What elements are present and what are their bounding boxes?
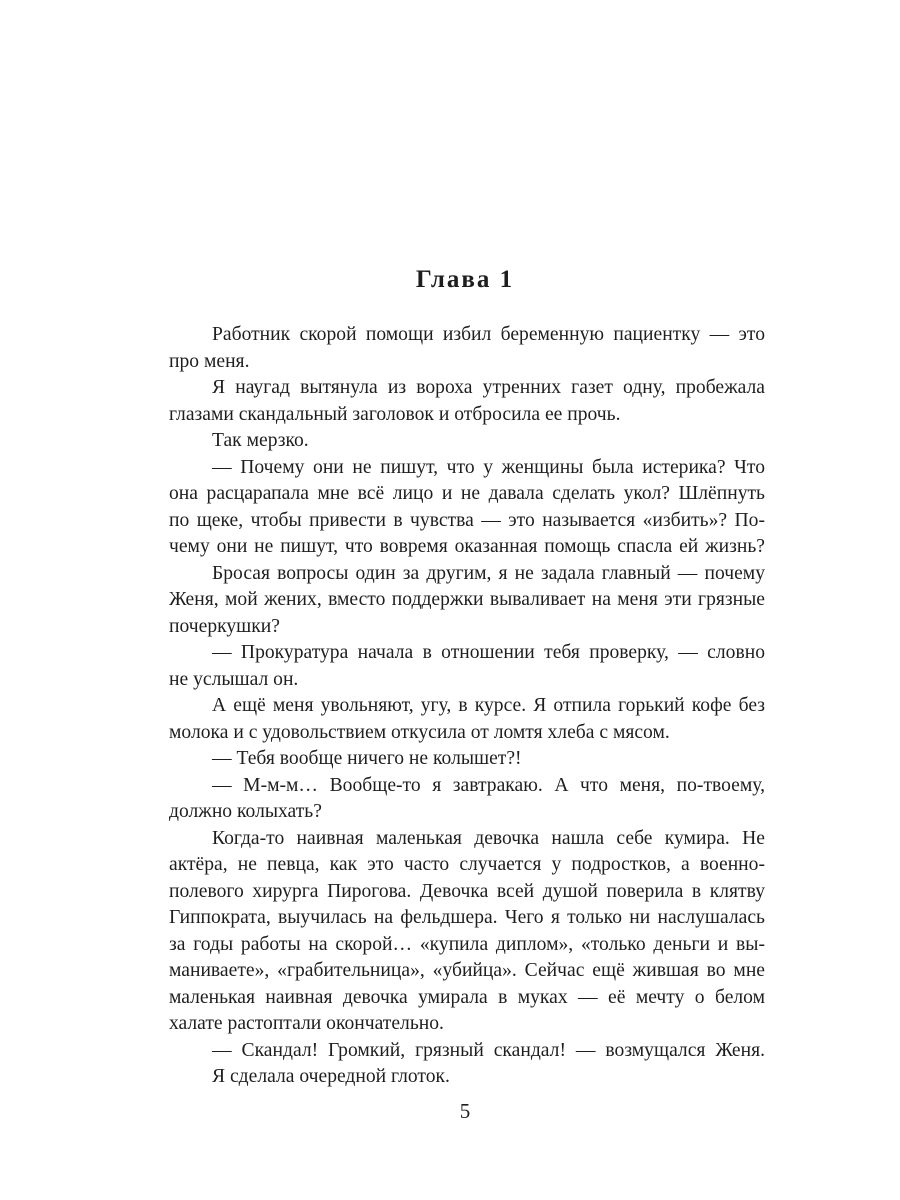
text-line: про меня. <box>169 350 250 372</box>
text-line: почеркушки? <box>169 615 280 637</box>
text-line: она расцарапала мне всё лицо и не давала сделать укол? Шлёпнуть <box>169 483 765 504</box>
page-number: 5 <box>459 1099 471 1123</box>
text-line: должно колыхать? <box>169 801 322 822</box>
text-line: Работник скорой помощи избил беременную пациентку — это <box>212 324 765 345</box>
text-line: Бросая вопросы один за другим, я не задала главный — почему <box>212 562 765 584</box>
text-line: Я сделала очередной глоток. <box>212 1066 450 1087</box>
text-line: за годы работы на скорой… «купила диплом», «только деньги и вы- <box>169 933 765 955</box>
text-line: — М-м-м… Вообще-то я завтракаю. А что меня, по-твоему, <box>212 774 765 796</box>
text-line: — Почему они не пишут, что у женщины была истерика? Что <box>212 456 765 478</box>
text-line: молока и с удовольствием откусила от ломтя хлеба с мясом. <box>169 721 670 743</box>
text-line: А ещё меня увольняют, угу, в курсе. Я отпила горький кофе без <box>212 695 765 716</box>
text-line: по щеке, чтобы привести в чувства — это называется «избить»? По- <box>169 509 765 531</box>
text-line: — Тебя вообще ничего не колышет?! <box>212 748 522 769</box>
text-line: полевого хирурга Пирогова. Девочка всей душой поверила в клятву <box>169 880 765 902</box>
text-line: Так мерзко. <box>212 430 309 451</box>
text-line: — Прокуратура начала в отношении тебя проверку, — словно <box>212 642 765 663</box>
text-line: Женя, мой жених, вместо поддержки вываливает на меня эти грязные <box>169 589 765 610</box>
text-line: маленькая наивная девочка умирала в муках — её мечту о белом <box>169 986 765 1008</box>
chapter-title: Глава 1 <box>415 266 515 293</box>
text-line: Гиппократа, выучилась на фельдшера. Чего я только ни наслушалась <box>169 907 765 928</box>
text-line: актёра, не певца, как это часто случается у подростков, а военно- <box>169 854 765 875</box>
text-line: не услышал он. <box>169 668 299 690</box>
text-line: глазами скандальный заголовок и отбросила ее прочь. <box>169 403 621 425</box>
text-line: Когда-то наивная маленькая девочка нашла себе кумира. Не <box>212 827 765 849</box>
text-line: халате растоптали окончательно. <box>169 1013 444 1034</box>
text-line: — Скандал! Громкий, грязный скандал! — возмущался Женя. <box>212 1039 765 1061</box>
body-text <box>169 322 765 1091</box>
text-line: Я наугад вытянула из вороха утренних газет одну, пробежала <box>212 377 765 398</box>
text-line: чему они не пишут, что вовремя оказанная помощь спасла ей жизнь? <box>169 536 765 557</box>
text-line: маниваете», «грабительница», «убийца». Сейчас ещё жившая во мне <box>169 960 765 981</box>
